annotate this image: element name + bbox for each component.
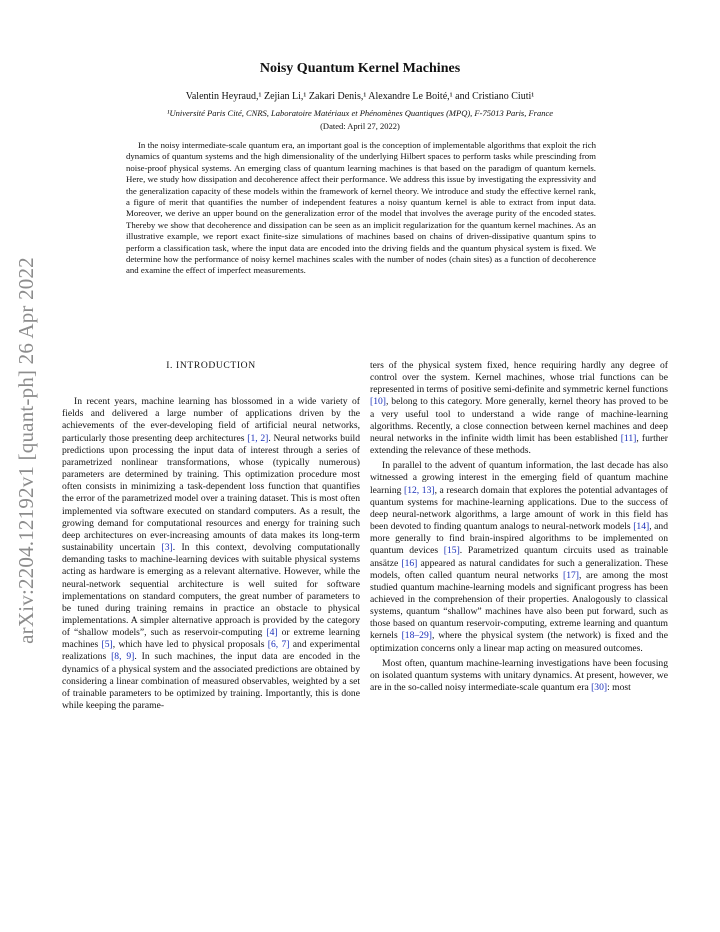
body-text: or extreme learning machines [62, 627, 360, 651]
date-line: (Dated: April 27, 2022) [320, 121, 400, 131]
citation-link[interactable]: [6, 7] [267, 639, 290, 651]
body-text: and experimental realizations [62, 639, 361, 663]
body-text: , belong to this category. More generally, kernel theory has proved to be a very useful tool to understand a wide range of machine-learning algorithms. Recently, a close connection between kernel machines and deep neural networks in the infinite width limit has been established [370, 396, 668, 444]
body-paragraph [370, 360, 668, 457]
body-paragraph [62, 396, 360, 712]
right-column-body [370, 360, 668, 694]
citation-link[interactable]: [11] [620, 432, 637, 444]
body-text: : most [607, 682, 631, 694]
author-list: Valentin Heyraud,¹ Zejian Li,¹ Zakari Denis,¹ Alexandre Le Boité,¹ and Cristiano Ciuti¹ [185, 91, 535, 102]
body-paragraph [370, 460, 668, 655]
body-text: , further extending the relevance of these methods. [370, 432, 668, 457]
abstract: In the noisy intermediate-scale quantum era, an important goal is the conception of implementable algorithms that exploit the rich dynamics of quantum systems and the high dimensionality of the underlying Hilbert spaces to perform tasks while prescinding from noise-proof physical systems. An emerging class of quantum learning machines is that based on the paradigm of quantum kernels. Here, we study how dissipation and decoherence affect their performance. We address this issue by investigating the expressivity and the generalization capacity of these models within the framework of kernel theory. We introduce and study the effective kernel rank, a figure of merit that quantifies the number of independent features a noisy quantum kernel is able to extract from input data. Moreover, we derive an upper bound on the generalization error of the model that involves the average purity of the encoded states. Thereby we show that decoherence and dissipation can be seen as an implicit regularization for the quantum kernel machines. As an illustrative example, we report exact finite-size simulations of machines based on chains of driven-dissipative quantum spins to perform a classification task, where the input data are encoded into the driving fields and the quantum physical system is fixed. We determine how the performance of noisy kernel machines scales with the number of nodes (chain sites) as a function of decoherence and examine the effect of imperfect measurements. [126, 140, 596, 276]
body-text: , a research domain that explores the potential advantages of quantum systems for machine-learning applications. Due to the success of deep neural-network algorithms, a large amount of work in this field has been devoted to finding quantum analogs to neural-network models [370, 484, 668, 533]
citation-link[interactable]: [5] [101, 639, 113, 651]
section-heading-introduction: I. INTRODUCTION [166, 360, 256, 371]
left-column-body [62, 396, 360, 712]
citation-link[interactable]: [16] [401, 557, 418, 569]
body-text: , are among the most studied quantum machine-learning models and significant progress has been achieved in the comprehension of their properties. Analogously to classical systems, quantum “shallow” machines have also been put forward, such as those based on quantum reservoir-computing, extreme learning and quantum kernels [370, 569, 668, 642]
citation-link[interactable]: [4] [266, 627, 278, 639]
body-text: . Neural networks build predictions upon processing the input data of interest through a series of parametrized nonlinear transformations, whose (typically numerous) parameters are determined by training. This optimization procedure most often consists in minimizing a task-dependent loss function that quantifies the error of the parametrized model over a training dataset. This is most often implemented via software executed on standard computers. As a result, the growing demand for computational resources and energy for training such deep architectures on ever-increasing amounts of data makes its long-term sustainability uncertain [62, 432, 360, 554]
arxiv-side-stamp [4, 240, 48, 660]
body-text: In parallel to the advent of quantum information, the last decade has also witnessed a growing interest in the emerging field of quantum machine learning [370, 460, 668, 496]
body-text: appeared as natural candidates for such a generalization. These models, often called quantum neural networks [370, 557, 668, 581]
right-column [370, 360, 668, 694]
body-text: Most often, quantum machine-learning investigations have been focusing on isolated quantum systems with unitary dynamics. At present, however, we are in the so-called noisy intermediate-scale quantum era [370, 657, 668, 694]
arxiv-identifier: arXiv:2204.12192v1 [quant-ph] 26 Apr 2022 [13, 256, 38, 644]
citation-link[interactable]: [30] [591, 682, 608, 694]
body-text: In recent years, machine learning has blossomed in a wide variety of fields and delivered a large number of applications driven by the achievements of the ever-developing field of artificial neural networks, particularly those presenting deep architectures [62, 396, 360, 444]
body-text: , and more generally to find brain-inspired algorithms to be implemented on quantum devices [370, 521, 668, 557]
body-text: . In such machines, the input data are encoded in the dynamics of a physical system and the associated predictions are obtained by considering a linear combination of measured observables, weighted by a set of trainable parameters to be optimized by training. Importantly, this is done while keeping the parame- [62, 651, 360, 712]
citation-link[interactable]: [14] [633, 521, 650, 533]
citation-link[interactable]: [3] [161, 542, 173, 554]
citation-link[interactable]: [12, 13] [404, 484, 435, 496]
citation-link[interactable]: [8, 9] [111, 651, 135, 663]
citation-link[interactable]: [18–29] [401, 630, 432, 642]
citation-link[interactable]: [17] [563, 569, 579, 581]
left-column [62, 360, 360, 712]
affiliation: ¹Université Paris Cité, CNRS, Laboratoire Matériaux et Phénomènes Quantiques (MPQ), F-75013 Paris, France [166, 108, 554, 118]
citation-link[interactable]: [10] [370, 396, 386, 408]
body-text: . In this context, devolving computationally demanding tasks to machine-learning devices with suitable physical systems acting as hardware is emerging as a relevant alternative. However, while the neural-network sequential architecture is well suited for software implementations on standard computers, the great number of parameters to be tuned during training remains in practice an obstacle to physical implementations. A simpler alternative approach is provided by the category of “shallow models”, such as reservoir-computing [62, 542, 360, 639]
citation-link[interactable]: [1, 2] [247, 432, 269, 444]
citation-link[interactable]: [15] [443, 545, 460, 557]
body-text: , which have led to physical proposals [112, 639, 268, 651]
body-text: ters of the physical system fixed, hence requiring hardly any degree of control over the system. Kernel machines, whose trial functions can be represented in terms of positive semi-definite and symmetric kernel functions [370, 360, 668, 396]
body-paragraph [370, 658, 668, 694]
paper-title: Noisy Quantum Kernel Machines [259, 61, 461, 76]
body-text: . Parametrized quantum circuits used as trainable ansätze [370, 545, 669, 569]
body-text: , where the physical system (the network) is fixed and the optimization concerns only a linear map acting on measured outcomes. [370, 630, 668, 654]
